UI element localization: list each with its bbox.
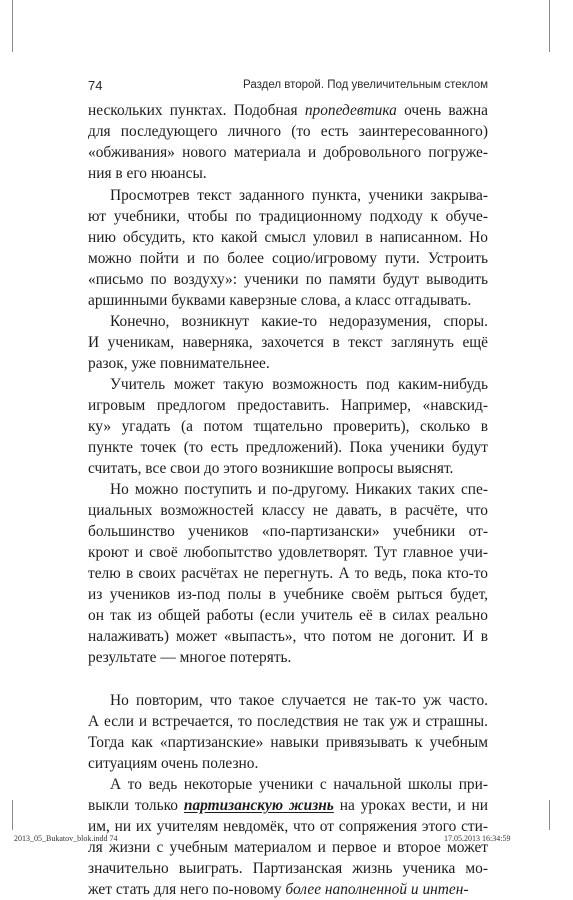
text-run: Конечно, возникнут какие-то недоразумения, споры. (110, 313, 488, 330)
text-line (88, 121, 488, 142)
text-run: ля жизни с учебным материалом и первое и второе может (88, 839, 488, 856)
text-run: ют учебники, чтобы по традиционному подходу к обуче- (88, 208, 488, 225)
paragraph (88, 479, 488, 668)
text-line (88, 732, 488, 753)
text-line (88, 542, 488, 563)
text-line (88, 879, 488, 900)
text-run: Учитель может такую возможность под каким-нибудь (110, 376, 488, 393)
text-run: выкли только (88, 797, 184, 814)
text-run: нию обсудить, кто какой смысл уловил в написанном. Но (88, 229, 488, 246)
text-line (88, 185, 488, 206)
text-run: Тогда как «партизанские» навыки привязывать к учебным (88, 734, 488, 751)
text-line (88, 353, 488, 374)
paragraph (88, 185, 488, 311)
text-run: очень важна (396, 102, 488, 119)
text-line (88, 500, 488, 521)
text-line (88, 248, 488, 269)
paragraph (88, 374, 488, 479)
italic-emphasis: более наполненной и интен- (285, 881, 469, 898)
text-line (88, 206, 488, 227)
italic-emphasis: пропедевтика (304, 102, 397, 119)
text-run: циальных возможностей классу не давать, в расчёте, что (88, 502, 488, 519)
footer-timestamp: 17.05.2013 16:34:59 (444, 834, 511, 843)
text-line (88, 290, 488, 311)
text-line (88, 563, 488, 584)
paragraph (88, 774, 488, 900)
text-line (88, 311, 488, 332)
text-line (88, 395, 488, 416)
text-run: можно пойти и по более социо/игровому пути. Устроить (88, 250, 488, 267)
text-line (88, 332, 488, 353)
page-number: 74 (88, 78, 103, 93)
text-line (88, 227, 488, 248)
text-run: кроют и своё любопытство удовлетворят. Тут главное учи- (88, 544, 488, 561)
text-line (88, 142, 488, 163)
text-line (88, 458, 488, 479)
text-line (88, 479, 488, 500)
text-line (88, 858, 488, 879)
text-line (88, 774, 488, 795)
text-run: из учеников из-под полы в учебнике своём рыться будет, (88, 586, 488, 603)
text-line (88, 416, 488, 437)
text-run: игровым предлогом предоставить. Например, «навскид- (88, 397, 488, 414)
text-run: ситуациям очень полезно. (88, 755, 259, 772)
text-run: нескольких пунктах. Подобная (88, 102, 305, 119)
bold-emphasis: партизанскую жизнь (183, 797, 334, 814)
crop-mark-bottom-left (12, 800, 13, 830)
footer-file-name: 2013_05_Bukatov_blok.indd 74 (14, 834, 118, 843)
text-run: им, ни их учителям невдомёк, что от сопряжения этого сти- (88, 818, 488, 835)
text-run: А то ведь некоторые ученики с начальной школы при- (110, 776, 488, 793)
text-line (88, 584, 488, 605)
text-run: большинство учеников «по-партизански» учебники от- (88, 523, 488, 540)
text-run: разок, уже повнимательнее. (88, 355, 270, 372)
crop-mark-top-right (549, 0, 550, 52)
text-run: А если и встречается, то последствия не так уж и страшны. (88, 713, 488, 730)
paragraph (88, 690, 488, 774)
text-run: налаживать) может «выпасть», что потом не догонит. И в (88, 628, 488, 645)
text-run: Но повторим, что такое случается не так-то уж часто. (110, 692, 488, 709)
text-line (88, 437, 488, 458)
text-run: ку» угадать (а потом тщательно проверить), сколько в (88, 418, 488, 435)
text-run: значительно выиграть. Партизанская жизнь ученика мо- (88, 860, 488, 877)
crop-mark-bottom-right (549, 800, 550, 830)
paragraph (88, 311, 488, 374)
text-run: «письмо по воздуху»: ученики по памяти будут выводить (88, 271, 488, 288)
text-run: «обживания» нового материала и добровольного погруже- (88, 144, 488, 161)
text-run: считать, все свои до этого возникшие вопросы выяснят. (88, 460, 454, 477)
text-run: аршинными буквами каверзные слова, а класс отгадывать. (88, 292, 472, 309)
text-run: жет стать для него по-новому (88, 881, 286, 898)
text-line (88, 690, 488, 711)
text-line (88, 269, 488, 290)
section-title: Раздел второй. Под увеличительным стеклом (243, 79, 488, 91)
text-run: ния в его нюансы. (88, 165, 207, 182)
text-line (88, 795, 488, 816)
text-line (88, 100, 488, 121)
crop-mark-top-left (12, 0, 13, 52)
text-run: он так из общей работы (если учитель её в силах реально (88, 607, 488, 624)
paragraph (88, 100, 488, 184)
text-line (88, 711, 488, 732)
text-line (88, 374, 488, 395)
text-run: телю в своих расчётах не перегнуть. А то ведь, пока кто-то (88, 565, 488, 582)
text-line (88, 163, 488, 184)
text-run: И ученикам, наверняка, захочется в текст заглянуть ещё (88, 334, 488, 351)
text-line (88, 647, 488, 668)
text-run: результате — многое потерять. (88, 649, 292, 666)
text-run: Просмотрев текст заданного пункта, ученики закрыва- (110, 187, 488, 204)
text-run: Но можно поступить и по-другому. Никаких таких спе- (110, 481, 488, 498)
text-line (88, 816, 488, 837)
text-line (88, 837, 488, 858)
text-run: на уроках вести, и ни (333, 797, 488, 814)
text-line (88, 605, 488, 626)
text-line (88, 626, 488, 647)
text-run: пункте точек (то есть предложений). Пока ученики будут (88, 439, 488, 456)
text-line (88, 521, 488, 542)
text-run: для последующего личного (то есть заинтересованного) (88, 123, 488, 140)
text-line (88, 753, 488, 774)
